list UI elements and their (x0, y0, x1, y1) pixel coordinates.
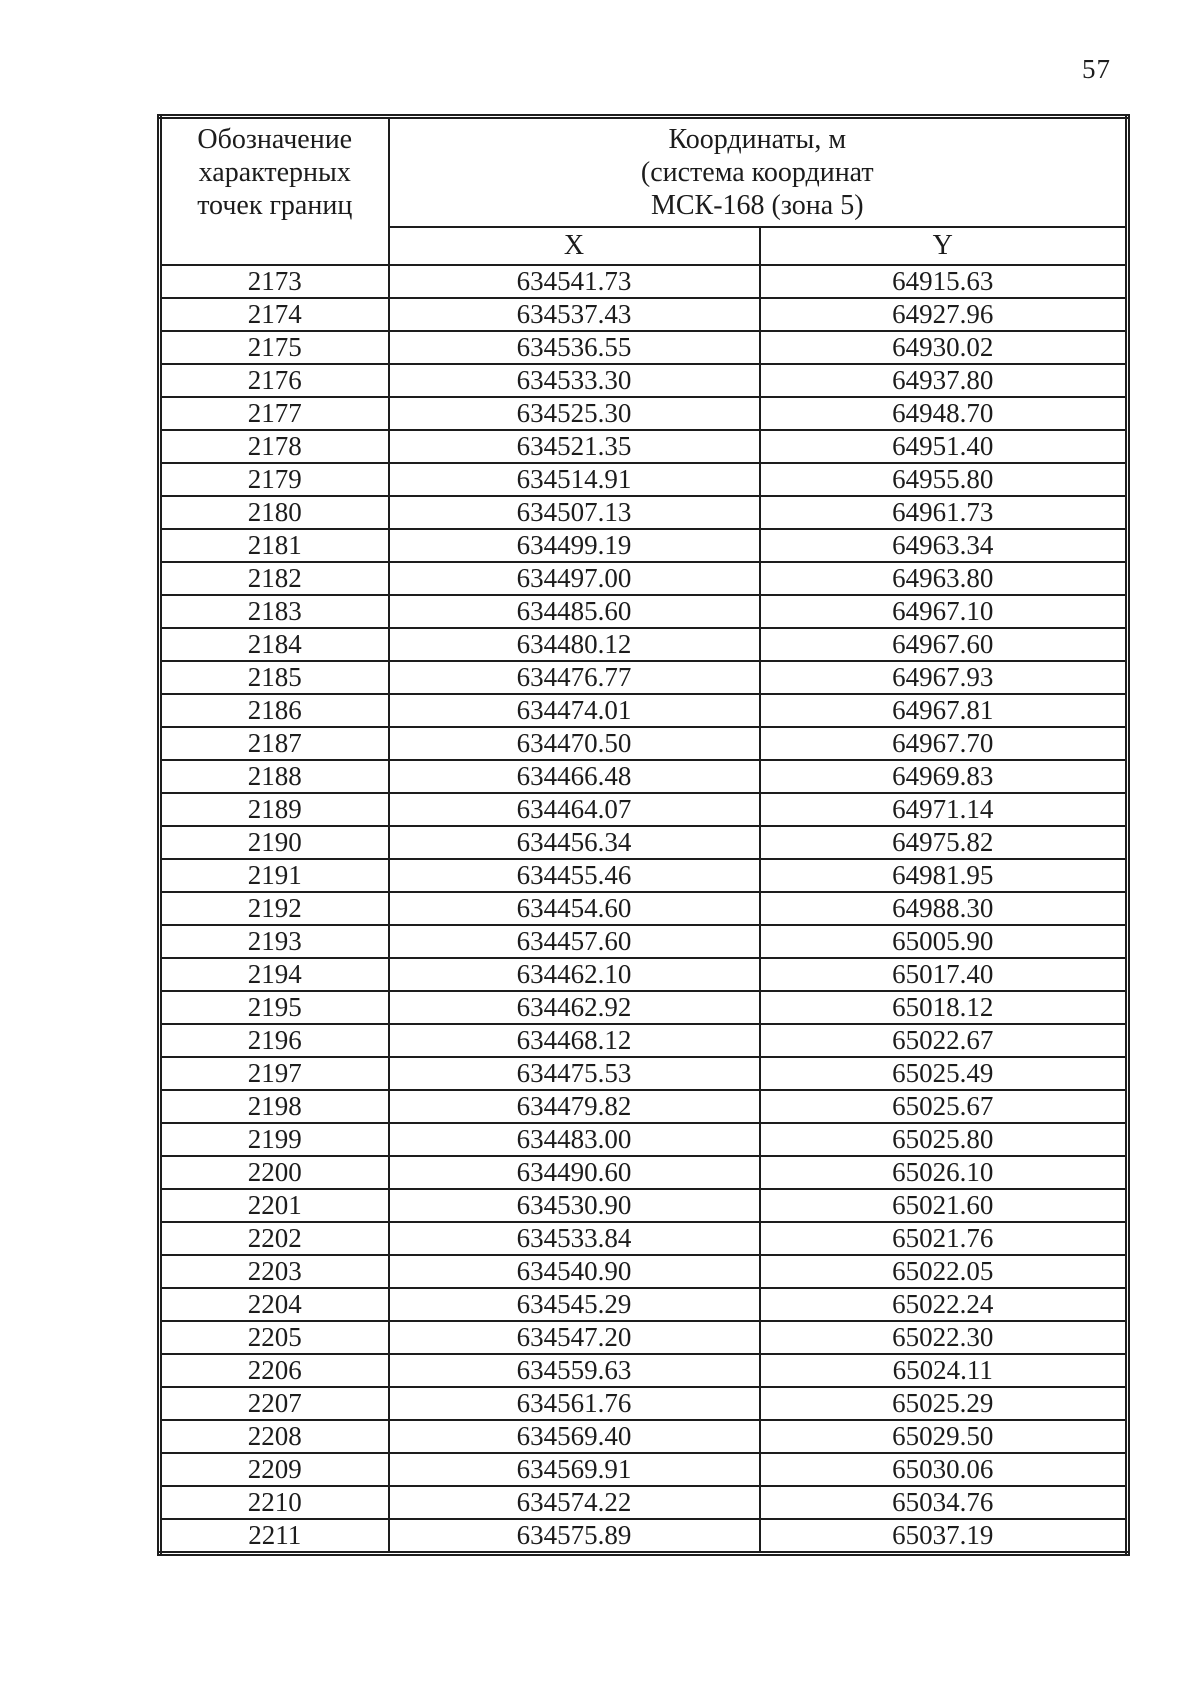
table-row (160, 331, 1128, 364)
header-row-top (160, 117, 1128, 227)
table-row (160, 958, 1128, 991)
table-row (160, 496, 1128, 529)
point-cell: 2179 (160, 463, 389, 496)
x-cell: 634530.90 (389, 1189, 760, 1222)
y-cell: 65005.90 (760, 925, 1128, 958)
x-cell: 634479.82 (389, 1090, 760, 1123)
designation-header-line: Обозначение (197, 124, 353, 155)
x-cell: 634533.30 (389, 364, 760, 397)
x-cell: 634507.13 (389, 496, 760, 529)
x-cell: 634454.60 (389, 892, 760, 925)
x-cell: 634540.90 (389, 1255, 760, 1288)
table-row (160, 1486, 1128, 1519)
x-cell: 634468.12 (389, 1024, 760, 1057)
y-cell: 65022.05 (760, 1255, 1128, 1288)
x-cell: 634470.50 (389, 727, 760, 760)
point-cell: 2185 (160, 661, 389, 694)
point-cell: 2202 (160, 1222, 389, 1255)
point-cell: 2193 (160, 925, 389, 958)
point-cell: 2182 (160, 562, 389, 595)
coordinates-header-line: (система координат (640, 156, 874, 188)
point-cell: 2194 (160, 958, 389, 991)
y-cell: 65026.10 (760, 1156, 1128, 1189)
point-cell: 2198 (160, 1090, 389, 1123)
x-cell: 634541.73 (389, 265, 760, 298)
y-cell: 64969.83 (760, 760, 1128, 793)
table-row (160, 298, 1128, 331)
y-cell: 65030.06 (760, 1453, 1128, 1486)
coordinates-header-lines (390, 123, 1126, 222)
point-cell: 2210 (160, 1486, 389, 1519)
point-cell: 2204 (160, 1288, 389, 1321)
table-row (160, 727, 1128, 760)
coordinates-table (157, 114, 1130, 1556)
y-cell: 64937.80 (760, 364, 1128, 397)
x-cell: 634485.60 (389, 595, 760, 628)
table-row (160, 859, 1128, 892)
y-cell: 65025.80 (760, 1123, 1128, 1156)
point-cell: 2197 (160, 1057, 389, 1090)
y-cell: 65025.67 (760, 1090, 1128, 1123)
y-cell: 64981.95 (760, 859, 1128, 892)
point-cell: 2188 (160, 760, 389, 793)
x-cell: 634521.35 (389, 430, 760, 463)
table-row (160, 1321, 1128, 1354)
point-cell: 2178 (160, 430, 389, 463)
point-cell: 2209 (160, 1453, 389, 1486)
table-row (160, 1024, 1128, 1057)
table-row (160, 529, 1128, 562)
x-cell: 634456.34 (389, 826, 760, 859)
x-cell: 634537.43 (389, 298, 760, 331)
point-cell: 2189 (160, 793, 389, 826)
coordinates-header-line: Координаты, м (668, 123, 847, 155)
y-cell: 64948.70 (760, 397, 1128, 430)
point-cell: 2205 (160, 1321, 389, 1354)
x-cell: 634575.89 (389, 1519, 760, 1554)
point-cell: 2184 (160, 628, 389, 661)
table-row (160, 991, 1128, 1024)
table-row (160, 925, 1128, 958)
point-cell: 2200 (160, 1156, 389, 1189)
point-cell: 2175 (160, 331, 389, 364)
x-cell: 634536.55 (389, 331, 760, 364)
y-cell: 65025.49 (760, 1057, 1128, 1090)
x-cell: 634569.40 (389, 1420, 760, 1453)
y-cell: 65018.12 (760, 991, 1128, 1024)
point-cell: 2173 (160, 265, 389, 298)
table-row (160, 1453, 1128, 1486)
x-cell: 634497.00 (389, 562, 760, 595)
table-row (160, 430, 1128, 463)
y-cell: 64951.40 (760, 430, 1128, 463)
y-cell: 65025.29 (760, 1387, 1128, 1420)
table-row (160, 1519, 1128, 1554)
table-row (160, 661, 1128, 694)
point-cell: 2201 (160, 1189, 389, 1222)
point-cell: 2206 (160, 1354, 389, 1387)
table-row (160, 1288, 1128, 1321)
y-cell: 64915.63 (760, 265, 1128, 298)
x-cell: 634464.07 (389, 793, 760, 826)
designation-header-line: точек границ (197, 190, 353, 221)
table-row (160, 1189, 1128, 1222)
y-cell: 64967.60 (760, 628, 1128, 661)
point-cell: 2208 (160, 1420, 389, 1453)
table-row (160, 892, 1128, 925)
table-row (160, 595, 1128, 628)
x-cell: 634476.77 (389, 661, 760, 694)
table-row (160, 562, 1128, 595)
y-cell: 64971.14 (760, 793, 1128, 826)
y-cell: 64967.81 (760, 694, 1128, 727)
table-row (160, 793, 1128, 826)
table-row (160, 397, 1128, 430)
y-cell: 64961.73 (760, 496, 1128, 529)
x-cell: 634514.91 (389, 463, 760, 496)
header-coordinates-title (389, 117, 1128, 227)
y-cell: 64975.82 (760, 826, 1128, 859)
y-cell: 65024.11 (760, 1354, 1128, 1387)
y-cell: 64963.34 (760, 529, 1128, 562)
point-cell: 2177 (160, 397, 389, 430)
x-cell: 634533.84 (389, 1222, 760, 1255)
x-cell: 634480.12 (389, 628, 760, 661)
table-row (160, 826, 1128, 859)
x-cell: 634466.48 (389, 760, 760, 793)
table-row (160, 1387, 1128, 1420)
coordinates-header-line: МСК-168 (зона 5) (650, 189, 864, 221)
header-x-label: X (389, 227, 760, 265)
x-cell: 634462.92 (389, 991, 760, 1024)
point-cell: 2203 (160, 1255, 389, 1288)
x-cell: 634547.20 (389, 1321, 760, 1354)
table-row (160, 1255, 1128, 1288)
table-row (160, 1156, 1128, 1189)
table-row (160, 1222, 1128, 1255)
y-cell: 64967.70 (760, 727, 1128, 760)
y-cell: 65029.50 (760, 1420, 1128, 1453)
table-row (160, 265, 1128, 298)
y-cell: 64988.30 (760, 892, 1128, 925)
table-row (160, 1420, 1128, 1453)
point-cell: 2190 (160, 826, 389, 859)
x-cell: 634499.19 (389, 529, 760, 562)
y-cell: 65037.19 (760, 1519, 1128, 1554)
y-cell: 65022.67 (760, 1024, 1128, 1057)
designation-header-line: характерных (198, 157, 351, 188)
table-row (160, 694, 1128, 727)
x-cell: 634561.76 (389, 1387, 760, 1420)
table-row (160, 1090, 1128, 1123)
x-cell: 634545.29 (389, 1288, 760, 1321)
x-cell: 634474.01 (389, 694, 760, 727)
point-cell: 2192 (160, 892, 389, 925)
y-cell: 64967.93 (760, 661, 1128, 694)
point-cell: 2176 (160, 364, 389, 397)
y-cell: 65034.76 (760, 1486, 1128, 1519)
table-row (160, 1354, 1128, 1387)
page-number: 57 (1082, 54, 1111, 84)
y-cell: 64955.80 (760, 463, 1128, 496)
point-cell: 2195 (160, 991, 389, 1024)
y-cell: 65021.76 (760, 1222, 1128, 1255)
x-cell: 634490.60 (389, 1156, 760, 1189)
designation-header-lines (162, 123, 388, 222)
point-cell: 2199 (160, 1123, 389, 1156)
table-row (160, 463, 1128, 496)
x-cell: 634559.63 (389, 1354, 760, 1387)
y-cell: 65017.40 (760, 958, 1128, 991)
header-point-designation (160, 117, 389, 265)
point-cell: 2186 (160, 694, 389, 727)
x-cell: 634483.00 (389, 1123, 760, 1156)
x-cell: 634574.22 (389, 1486, 760, 1519)
y-cell: 65021.60 (760, 1189, 1128, 1222)
y-cell: 65022.24 (760, 1288, 1128, 1321)
y-cell: 64967.10 (760, 595, 1128, 628)
table-row (160, 364, 1128, 397)
point-cell: 2181 (160, 529, 389, 562)
y-cell: 64930.02 (760, 331, 1128, 364)
point-cell: 2187 (160, 727, 389, 760)
x-cell: 634457.60 (389, 925, 760, 958)
x-cell: 634525.30 (389, 397, 760, 430)
x-cell: 634455.46 (389, 859, 760, 892)
y-cell: 65022.30 (760, 1321, 1128, 1354)
y-cell: 64927.96 (760, 298, 1128, 331)
table-row (160, 1123, 1128, 1156)
point-cell: 2174 (160, 298, 389, 331)
y-cell: 64963.80 (760, 562, 1128, 595)
point-cell: 2211 (160, 1519, 389, 1554)
table-row (160, 1057, 1128, 1090)
point-cell: 2196 (160, 1024, 389, 1057)
point-cell: 2183 (160, 595, 389, 628)
x-cell: 634462.10 (389, 958, 760, 991)
x-cell: 634569.91 (389, 1453, 760, 1486)
point-cell: 2207 (160, 1387, 389, 1420)
point-cell: 2180 (160, 496, 389, 529)
header-y-label: Y (760, 227, 1128, 265)
x-cell: 634475.53 (389, 1057, 760, 1090)
table-row (160, 760, 1128, 793)
point-cell: 2191 (160, 859, 389, 892)
table-row (160, 628, 1128, 661)
